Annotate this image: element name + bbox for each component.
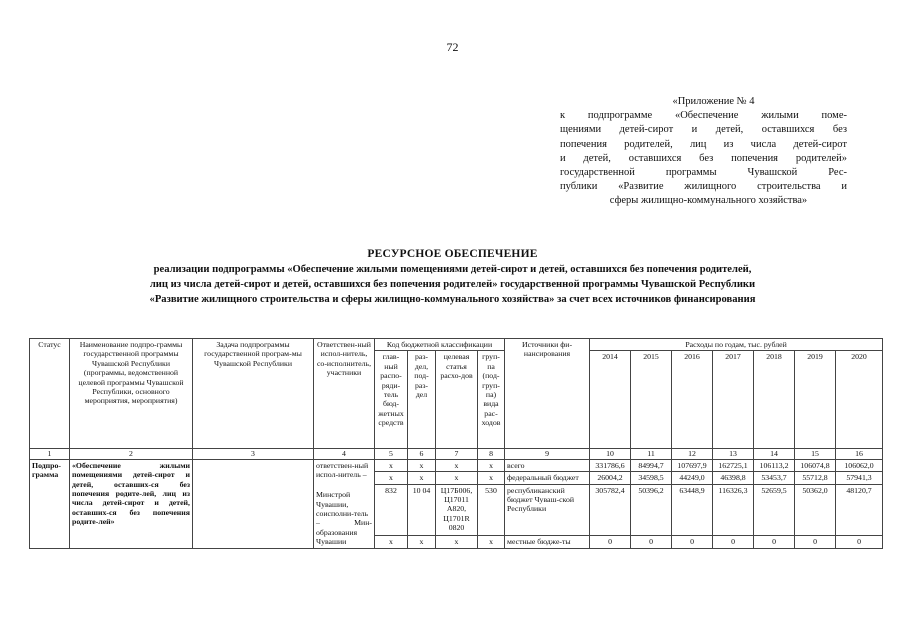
cell-grbs: x — [375, 459, 408, 471]
appendix-block — [560, 95, 847, 209]
subtitle-line: «Развитие жилищного строительства и сферы жилищно-коммунального хозяйства» за счет всех источников финансирования — [149, 294, 756, 305]
cell-grbs: x — [375, 535, 408, 548]
column-number: 9 — [505, 449, 590, 459]
cell-value: 162725,1 — [713, 459, 754, 471]
cell-value: 116326,3 — [713, 484, 754, 535]
cell-group: x — [478, 459, 505, 471]
column-number: 12 — [672, 449, 713, 459]
cell-value: 57941,3 — [836, 472, 883, 484]
cell-value: 106113,2 — [754, 459, 795, 471]
header-year: 2015 — [631, 351, 672, 449]
appendix-line: «Приложение № 4 — [672, 96, 755, 107]
header-executor: Ответствен-ный испол-нитель, со-исполнитель, участники — [314, 339, 375, 449]
header-year: 2018 — [754, 351, 795, 449]
cell-value: 0 — [631, 535, 672, 548]
column-number: 3 — [193, 449, 314, 459]
cell-source: местные бюдже-ты — [505, 535, 590, 548]
column-number: 10 — [590, 449, 631, 459]
cell-value: 0 — [590, 535, 631, 548]
header-year: 2020 — [836, 351, 883, 449]
subtitle-line: реализации подпрограммы «Обеспечение жилыми помещениями детей-сирот и детей, оставшихся без попечения родителей, — [153, 264, 752, 275]
cell-value: 0 — [713, 535, 754, 548]
column-number: 7 — [436, 449, 478, 459]
header-group: груп-па (под-груп-па) вида рас-ходов — [478, 351, 505, 449]
column-number: 6 — [408, 449, 436, 459]
appendix-line: попечения родителей, лиц из числа детей-сирот — [560, 138, 847, 150]
cell-section: x — [408, 535, 436, 548]
cell-source: республиканский бюджет Чуваш-ской Республики — [505, 484, 590, 535]
column-number: 11 — [631, 449, 672, 459]
cell-value: 106062,0 — [836, 459, 883, 471]
header-budget-code: Код бюджетной классификации — [375, 339, 505, 351]
column-number: 13 — [713, 449, 754, 459]
cell-target: x — [436, 459, 478, 471]
cell-value: 305782,4 — [590, 484, 631, 535]
cell-source: федеральный бюджет — [505, 472, 590, 484]
cell-source: всего — [505, 459, 590, 471]
cell-value: 331786,6 — [590, 459, 631, 471]
cell-value: 34598,5 — [631, 472, 672, 484]
row-executor-participants: Минстрой Чувашии, соисполни-тель – Мин-образования Чувашии — [314, 484, 375, 548]
row-name: «Обеспечение жилыми помещениями детей-сирот и детей, оставших-ся без попечения родите-лей, лиц из числа детей-сирот и детей, оставших-ся без попечения родите-лей» — [70, 459, 193, 548]
header-year: 2014 — [590, 351, 631, 449]
subtitle-line: лиц из числа детей-сирот и детей, оставшихся без попечения родителей» государственной программы Чувашской Республики — [149, 279, 756, 290]
row-status: Подпро-грамма — [30, 459, 70, 548]
header-grbs: глав-ный распо-ряди-тель бюд-жетных средств — [375, 351, 408, 449]
header-row — [30, 339, 883, 351]
cell-grbs: x — [375, 472, 408, 484]
cell-value: 48120,7 — [836, 484, 883, 535]
cell-section: 10 04 — [408, 484, 436, 535]
column-number: 5 — [375, 449, 408, 459]
page-number: 72 — [446, 40, 459, 54]
cell-value: 50396,2 — [631, 484, 672, 535]
cell-value: 63448,9 — [672, 484, 713, 535]
cell-group: 530 — [478, 484, 505, 535]
resource-table — [29, 338, 883, 549]
cell-value: 0 — [795, 535, 836, 548]
appendix-line: публики «Развитие жилищного строительства и — [560, 181, 847, 193]
cell-group: x — [478, 535, 505, 548]
document-subtitle — [70, 262, 835, 307]
header-task: Задача подпрограммы государственной програм-мы Чувашской Республики — [193, 339, 314, 449]
row-task — [193, 459, 314, 548]
table-row — [30, 459, 883, 471]
column-number-row — [30, 449, 883, 459]
cell-section: x — [408, 459, 436, 471]
cell-value: 44249,0 — [672, 472, 713, 484]
cell-value: 26004,2 — [590, 472, 631, 484]
cell-group: x — [478, 472, 505, 484]
cell-value: 46398,8 — [713, 472, 754, 484]
cell-value: 106074,8 — [795, 459, 836, 471]
cell-grbs: 832 — [375, 484, 408, 535]
cell-section: x — [408, 472, 436, 484]
header-year: 2016 — [672, 351, 713, 449]
header-section: раз-дел, под-раз-дел — [408, 351, 436, 449]
row-executor-responsible: ответствен-ный испол-нитель – — [314, 459, 375, 484]
cell-target: x — [436, 535, 478, 548]
header-year: 2019 — [795, 351, 836, 449]
appendix-line: государственной программы Чувашской Рес- — [560, 167, 847, 179]
cell-value: 0 — [836, 535, 883, 548]
header-sources: Источники фи-нансирования — [505, 339, 590, 449]
cell-target: Ц17Б006, Ц17011 А820, Ц1701R 0820 — [436, 484, 478, 535]
cell-value: 84994,7 — [631, 459, 672, 471]
appendix-line: щениями детей-сирот и детей, оставшихся без — [560, 124, 847, 136]
cell-value: 107697,9 — [672, 459, 713, 471]
column-number: 16 — [836, 449, 883, 459]
cell-value: 0 — [672, 535, 713, 548]
cell-target: x — [436, 472, 478, 484]
column-number: 8 — [478, 449, 505, 459]
header-name: Наименование подпро-граммы государственной программы Чувашской Республики (программы, ведомственной целевой программы Чувашской Республики, основного мероприятия, мероприятия) — [70, 339, 193, 449]
appendix-line: сферы жилищно-коммунального хозяйства» — [609, 195, 808, 207]
column-number: 4 — [314, 449, 375, 459]
cell-value: 50362,0 — [795, 484, 836, 535]
header-status: Статус — [30, 339, 70, 449]
column-number: 14 — [754, 449, 795, 459]
cell-value: 0 — [754, 535, 795, 548]
cell-value: 52659,5 — [754, 484, 795, 535]
column-number: 1 — [30, 449, 70, 459]
document-title: РЕСУРСНОЕ ОБЕСПЕЧЕНИЕ — [367, 248, 538, 260]
header-year: 2017 — [713, 351, 754, 449]
cell-value: 53453,7 — [754, 472, 795, 484]
header-target: целевая статья расхо-дов — [436, 351, 478, 449]
appendix-line: и детей, оставшихся без попечения родителей» — [560, 152, 847, 164]
column-number: 15 — [795, 449, 836, 459]
cell-value: 55712,8 — [795, 472, 836, 484]
appendix-line: к подпрограмме «Обеспечение жилыми поме- — [560, 110, 847, 122]
header-expenses: Расходы по годам, тыс. рублей — [590, 339, 883, 351]
column-number: 2 — [70, 449, 193, 459]
